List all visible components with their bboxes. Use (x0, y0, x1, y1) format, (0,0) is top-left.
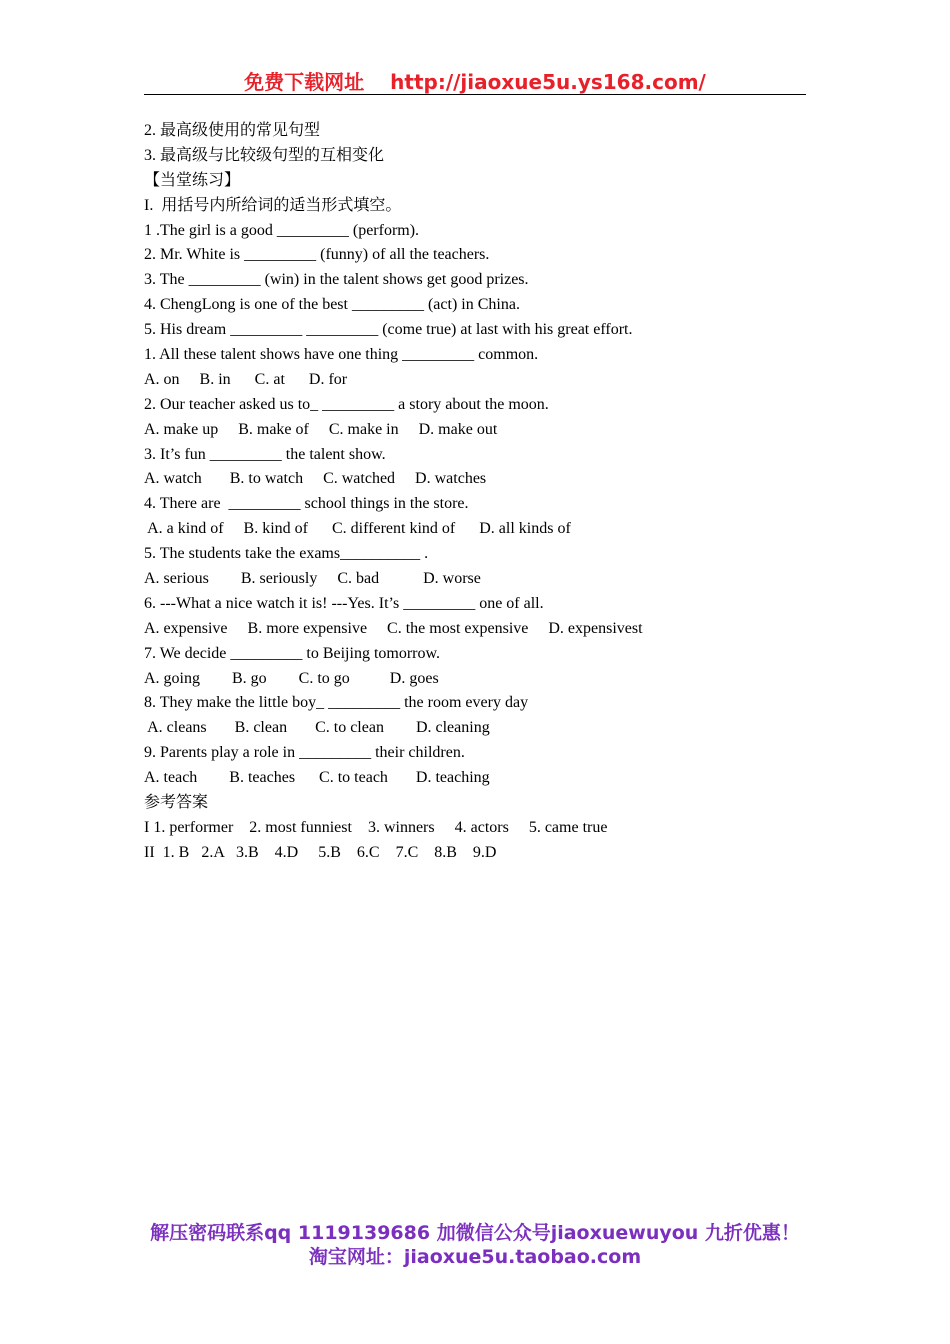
exercise-instruction: I. 用括号内所给词的适当形式填空。 (144, 196, 402, 214)
document-body (144, 119, 844, 866)
options-line: A. make up B. make of C. make in D. make out (144, 420, 498, 438)
options-line: A. expensive B. more expensive C. the most expensive D. expensivest (144, 619, 643, 637)
section-heading: 【当堂练习】 (144, 171, 241, 189)
question-line: 4. ChengLong is one of the best _________ (act) in China. (144, 296, 520, 314)
question-line: 1. All these talent shows have one thing _________ common. (144, 346, 539, 364)
options-line: A. on B. in C. at D. for (144, 370, 348, 388)
question-line: 2. Our teacher asked us to_ _________ a story about the moon. (144, 395, 549, 413)
footer-shop-url: 淘宝网址：jiaoxue5u.taobao.com (308, 1246, 642, 1268)
header-url: http://jiaoxue5u.ys168.com/ (390, 70, 706, 94)
question-line: 3. The _________ (win) in the talent shows get good prizes. (144, 271, 529, 289)
header-label: 免费下载网址 (244, 70, 365, 94)
question-line: 1 .The girl is a good _________ (perform). (144, 221, 420, 239)
options-line: A. teach B. teaches C. to teach D. teaching (144, 769, 490, 787)
answer-line: I 1. performer 2. most funniest 3. winners 4. actors 5. came true (144, 818, 608, 836)
question-line: 6. ---What a nice watch it is! ---Yes. It’s _________ one of all. (144, 594, 544, 612)
page-header (144, 66, 806, 95)
options-line: A. a kind of B. kind of C. different kind of D. all kinds of (144, 520, 571, 538)
question-line: 7. We decide _________ to Beijing tomorrow. (144, 644, 440, 662)
question-line: 5. His dream _________ _________ (come true) at last with his great effort. (144, 321, 633, 339)
answer-line: II 1. B 2.A 3.B 4.D 5.B 6.C 7.C 8.B 9.D (144, 843, 497, 861)
options-line: A. serious B. seriously C. bad D. worse (144, 570, 481, 588)
options-line: A. cleans B. clean C. to clean D. cleaning (144, 719, 490, 737)
text-line: 2. 最高级使用的常见句型 (144, 122, 321, 139)
question-line: 9. Parents play a role in _________ their children. (144, 744, 465, 762)
question-line: 4. There are _________ school things in the store. (144, 495, 469, 513)
answer-heading: 参考答案 (144, 794, 209, 812)
question-line: 5. The students take the exams__________ . (144, 545, 429, 563)
question-line: 3. It’s fun _________ the talent show. (144, 445, 386, 463)
footer-contact: 解压密码联系qq 1119139686 加微信公众号jiaoxuewuyou 九折优惠！ (150, 1222, 800, 1244)
options-line: A. going B. go C. to go D. goes (144, 669, 439, 687)
question-line: 2. Mr. White is _________ (funny) of all the teachers. (144, 246, 490, 264)
options-line: A. watch B. to watch C. watched D. watches (144, 470, 487, 488)
text-line: 3. 最高级与比较级句型的互相变化 (144, 146, 385, 164)
question-line: 8. They make the little boy_ _________ the room every day (144, 694, 529, 712)
